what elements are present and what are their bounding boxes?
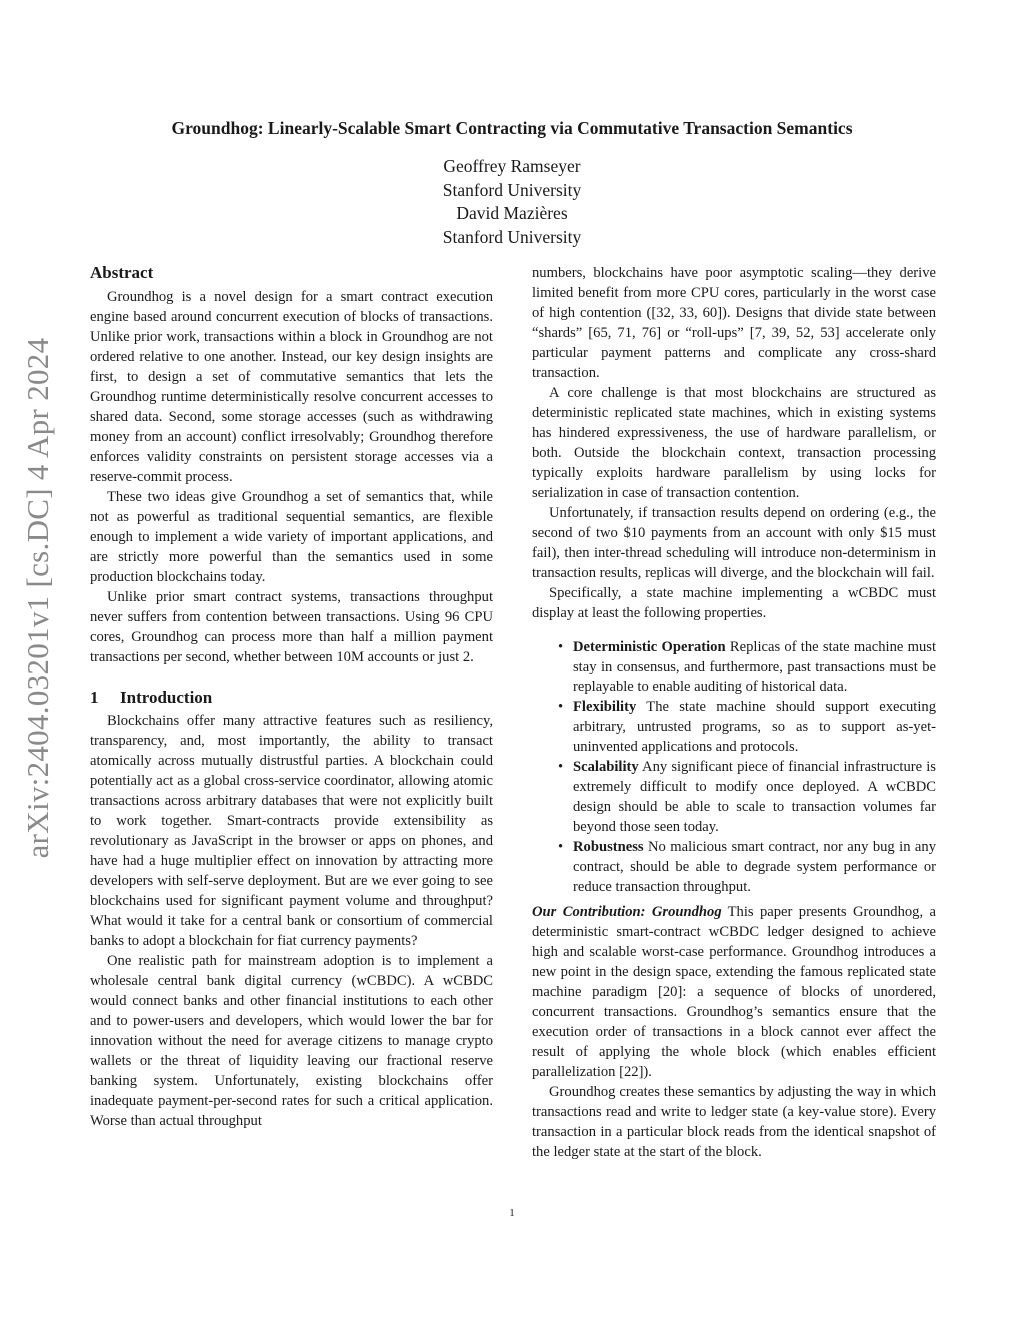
bullet-icon: • [558, 839, 564, 855]
author-block [312, 155, 712, 249]
body-paragraph: Blockchains offer many attractive features such as resiliency, transparency, and, most importantly, the ability to transact atomically across mutually distrustful parties. A blockchain could potentially act as a global cross-service coordinator, allowing atomic transactions across arbitrary databases that were not explicitly built to work together. Smart-contracts provide extensibility as revolutionary as JavaScript in the browser or apps on phones, and have had a huge multiplier effect on innovation by attracting more developers with self-serve deployment. But are we ever going to see blockchains used for significant payment volume and throughput? What would it take for a central bank or consortium of commercial banks to adopt a blockchain for fiat currency payments? [90, 713, 493, 949]
property-name: Scalability [573, 759, 639, 775]
paper-title: Groundhog: Linearly-Scalable Smart Contracting via Commutative Transaction Semantics [171, 118, 853, 138]
property-description: Replicas of the state machine must stay in consensus, and furthermore, past transactions must be replayable to enable auditing of historical data. [573, 639, 936, 695]
section-title: Introduction [120, 688, 213, 707]
bullet-icon: • [558, 759, 564, 775]
contribution-paragraph [532, 902, 936, 1082]
right-column [532, 263, 936, 1162]
property-item [558, 837, 937, 897]
body-paragraph: Unfortunately, if transaction results depend on ordering (e.g., the second of two $10 payments from an account with only $15 must fail), then inter-thread scheduling will introduce non-determinism in transaction results, replicas will diverge, and the blockchain will fail. [532, 505, 936, 581]
arxiv-identifier-stamp: arXiv:2404.03201v1 [cs.DC] 4 Apr 2024 [20, 337, 55, 859]
author-name: Geoffrey Ramseyer [443, 156, 581, 176]
body-paragraph: Specifically, a state machine implementing a wCBDC must display at least the following properties. [532, 585, 936, 621]
property-name: Deterministic Operation [573, 639, 726, 655]
property-item [558, 757, 936, 837]
body-paragraph-continued: numbers, blockchains have poor asymptotic scaling—they derive limited benefit from more CPU cores, particularly in the worst case of high contention ([32, 33, 60]). Designs that divide state between “shards” [65, 71, 76] or “roll-ups” [7, 39, 52, 53] accelerate only particular payment patterns and complicate any cross-shard transaction. [532, 265, 936, 381]
section-heading-introduction [90, 687, 493, 709]
property-description: Any significant piece of financial infrastructure is extremely difficult to modify once deployed. A wCBDC design should be able to scale to transaction volumes far beyond those seen today. [573, 759, 936, 835]
property-item [558, 697, 936, 757]
author-name: David Mazières [456, 203, 568, 223]
property-description: No malicious smart contract, nor any bug in any contract, should be able to degrade system performance or reduce transaction throughput. [573, 839, 937, 895]
abstract-paragraph: Unlike prior smart contract systems, transactions throughput never suffers from contention between transactions. Using 96 CPU cores, Groundhog can process more than half a million payment transactions per second, whether between 10M accounts or just 2. [90, 589, 493, 665]
property-item [558, 637, 936, 697]
bullet-icon: • [558, 699, 564, 715]
abstract-paragraph: Groundhog is a novel design for a smart contract execution engine based around concurrent execution of blocks of transactions. Unlike prior work, transactions within a block in Groundhog are not ordered relative to one another. Instead, our key design insights are first, to design a set of commutative semantics that lets the Groundhog runtime deterministically resolve concurrent accesses to shared data. Second, some storage accesses (such as withdrawing money from an account) conflict irresolvably; Groundhog therefore enforces validity constraints on persistent storage accesses via a reserve-commit process. [90, 289, 493, 485]
body-paragraph: Groundhog creates these semantics by adjusting the way in which transactions read and write to ledger state (a key-value store). Every transaction in a particular block reads from the identical snapshot of the ledger state at the start of the block. [532, 1084, 936, 1160]
section-number: 1 [90, 688, 99, 707]
left-column [90, 262, 493, 1131]
contribution-lead: Our Contribution: Groundhog [532, 904, 722, 920]
bullet-icon: • [558, 639, 564, 655]
page-number: 1 [509, 1207, 515, 1219]
author-affiliation: Stanford University [442, 179, 582, 200]
body-paragraph: One realistic path for mainstream adoption is to implement a wholesale central bank digital currency (wCBDC). A wCBDC would connect banks and other financial institutions to each other and to power-users and developers, which would lower the bar for innovation without the need for average citizens to manage crypto wallets or the threat of liquidity leaving our fractional reserve banking system. Unfortunately, existing blockchains offer inadequate payment-per-second rates for such a critical application. Worse than actual throughput [90, 953, 493, 1129]
abstract-paragraph: These two ideas give Groundhog a set of semantics that, while not as powerful as traditional sequential semantics, are flexible enough to implement a wide variety of important applications, and are strictly more powerful than the semantics used in some production blockchains today. [90, 489, 493, 585]
property-name: Flexibility [573, 699, 637, 715]
author-affiliation: Stanford University [442, 226, 582, 247]
property-name: Robustness [573, 839, 644, 855]
body-paragraph: A core challenge is that most blockchains are structured as deterministic replicated state machines, which in existing systems has hindered expressiveness, the use of hardware parallelism, or both. Outside the blockchain context, transaction processing typically exploits hardware parallelism by using locks for serialization in case of transaction contention. [532, 385, 936, 501]
property-description: The state machine should support executing arbitrary, untrusted programs, so as to support as-yet-uninvented applications and protocols. [573, 699, 936, 755]
property-list [532, 637, 936, 897]
contribution-text: This paper presents Groundhog, a deterministic smart-contract wCBDC ledger designed to achieve high and scalable worst-case performance. Groundhog introduces a new point in the design space, extending the famous replicated state machine paradigm [20]: a sequence of blocks of unordered, concurrent transactions. Groundhog’s semantics ensure that the execution order of transactions in a block cannot ever affect the result of applying the whole block (which enables efficient parallelization [22]). [532, 904, 936, 1080]
abstract-heading: Abstract [90, 263, 154, 282]
